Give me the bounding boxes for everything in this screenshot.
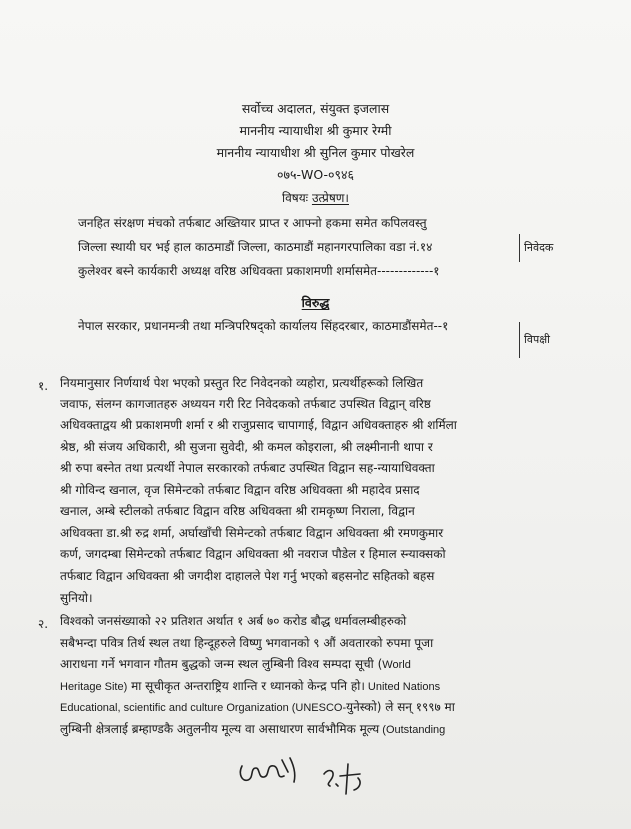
subject-value: उत्प्रेषण। xyxy=(311,191,349,205)
text-run: (Outstanding xyxy=(379,724,446,736)
text-run: Heritage Site) xyxy=(60,681,128,693)
text-run: मा सूचीकृत अन्तराष्ट्रिय शान्ति र ध्यानको केन्द्र पनि हो। xyxy=(127,679,365,693)
paragraph-1-line: नियमानुसार निर्णयार्थ पेश भएको प्रस्तुत रिट निवेदनको व्यहोरा, प्रत्यर्थीहरूको लिखित xyxy=(60,376,424,390)
paragraph-1-line: तर्फबाट विद्वान अधिवक्ता श्री जगदीश दाहालले पेश गर्नु भएको बहसनोट सहितको बहस xyxy=(60,569,435,583)
subject-line xyxy=(0,189,631,206)
justice-1: माननीय न्यायाधीश श्री कुमार रेग्मी xyxy=(239,123,392,138)
case-number: ०७५-WO-०९४६ xyxy=(276,167,355,182)
petitioner-line-1: जनहित संरक्षण मंचको तर्फबाट अख्तियार प्राप्त र आफ्नो हकमा समेत कपिलवस्तु xyxy=(78,216,427,230)
petitioner-line-2: जिल्ला स्थायी घर भई हाल काठमाडौं जिल्ला, काठमाडौं महानगरपालिका वडा नं.१४ xyxy=(78,240,433,254)
paragraph-1-line: अधिवक्ताद्वय श्री प्रकाशमणी शर्मा र श्री राजुप्रसाद चापागाई, विद्वान अधिवक्ताहरु श्री शर्मिला xyxy=(60,418,457,432)
paragraph-2-line xyxy=(60,654,411,677)
paragraph-1-line: श्री गोविन्द खनाल, वृज सिमेन्टको तर्फबाट विद्वान वरिष्ठ अधिवक्ता श्री महादेव प्रसाद xyxy=(60,483,420,497)
petitioner-line-3: कुलेश्वर बस्ने कार्यकारी अध्यक्ष वरिष्ठ अधिवक्ता प्रकाशमणी शर्मासमेत-------------१ xyxy=(78,264,440,278)
paragraph-1-line: सुनियो। xyxy=(60,591,93,605)
paragraph-1-line: अधिवक्ता डा.श्री रुद्र शर्मा, अर्घाखाँची सिमेन्टको तर्फबाट विद्वान अधिवक्ता श्री रमणकुमार xyxy=(60,526,444,540)
text-run: World xyxy=(382,659,411,671)
paragraph-2-line: सबैभन्दा पवित्र तिर्थ स्थल तथा हिन्दूहरुले विष्णु भगवानको ९ औं अवतारको रुपमा पूजा xyxy=(60,636,434,650)
paragraph-2-line xyxy=(60,676,440,699)
paragraph-2-line: विश्वको जनसंख्याको २२ प्रतिशत अर्थात १ अर्ब ७० करोड बौद्ध धर्मावलम्बीहरुको xyxy=(60,614,407,628)
paragraph-1-number: १. xyxy=(38,379,49,393)
text-run: United Nations xyxy=(364,681,441,693)
respondent-role: विपक्षी xyxy=(519,322,550,358)
paragraph-1-line: खनाल, अम्बे स्टीलको तर्फबाट विद्वान वरिष्ठ अधिवक्ता श्री रामकृष्ण निराला, विद्वान xyxy=(60,504,415,518)
paragraph-1-line: श्रेष्ठ, श्री संजय अधिकारी, श्री सुजना सुवेदी, श्री कमल कोइराला, श्री लक्ष्मीनानी थापा र xyxy=(60,440,433,454)
justice-2: माननीय न्यायाधीश श्री सुनिल कुमार पोखरेल xyxy=(216,145,415,160)
signature-initials-1 xyxy=(236,752,302,792)
paragraph-1-line: जवाफ, संलग्न कागजातहरु अध्ययन गरी रिट निवेदकको तर्फबाट उपस्थित विद्वान् वरिष्ठ xyxy=(60,397,431,411)
paragraph-1-line: कर्ण, जगदम्बा सिमेन्टको तर्फबाट विद्वान अधिवक्ता श्री नवराज पौडेल र हिमाल स्न्याक्सको xyxy=(60,547,446,561)
paragraph-1-line: श्री रुपा बस्नेत तथा प्रत्यर्थी नेपाल सरकारको तर्फबाट उपस्थित विद्वान सह-न्यायाधिवक्ता xyxy=(60,461,435,475)
respondent-line: नेपाल सरकार, प्रधानमन्त्री तथा मन्त्रिपरिषद्को कार्यालय सिंहदरबार, काठमाडौंसमेत--१ xyxy=(78,319,449,333)
text-run: आराधना गर्ने भगवान गौतम बुद्धको जन्म स्थल लुम्बिनी विश्व सम्पदा सूची ( xyxy=(60,657,383,671)
versus-text: विरुद्ध xyxy=(301,295,330,310)
versus-heading xyxy=(0,294,631,311)
paragraph-2-number: २. xyxy=(38,617,49,631)
paragraph-2-line xyxy=(60,719,445,742)
signature-initials-2 xyxy=(318,760,370,804)
paragraph-2-line xyxy=(60,697,455,720)
text-run: Educational, scientific and culture Organization (UNESCO- xyxy=(60,702,347,714)
text-run: युनेस्को) ले सन् १९९७ मा xyxy=(346,700,455,714)
subject-label: विषयः xyxy=(282,191,309,205)
petitioner-role: निवेदक xyxy=(519,234,553,262)
text-run: लुम्बिनी क्षेत्रलाई ब्रम्हाण्डकै अतुलनीय मूल्य वा असाधारण सार्वभौमिक मूल्य xyxy=(60,722,380,736)
court-name: सर्वोच्च अदालत, संयुक्त इजलास xyxy=(241,101,390,116)
